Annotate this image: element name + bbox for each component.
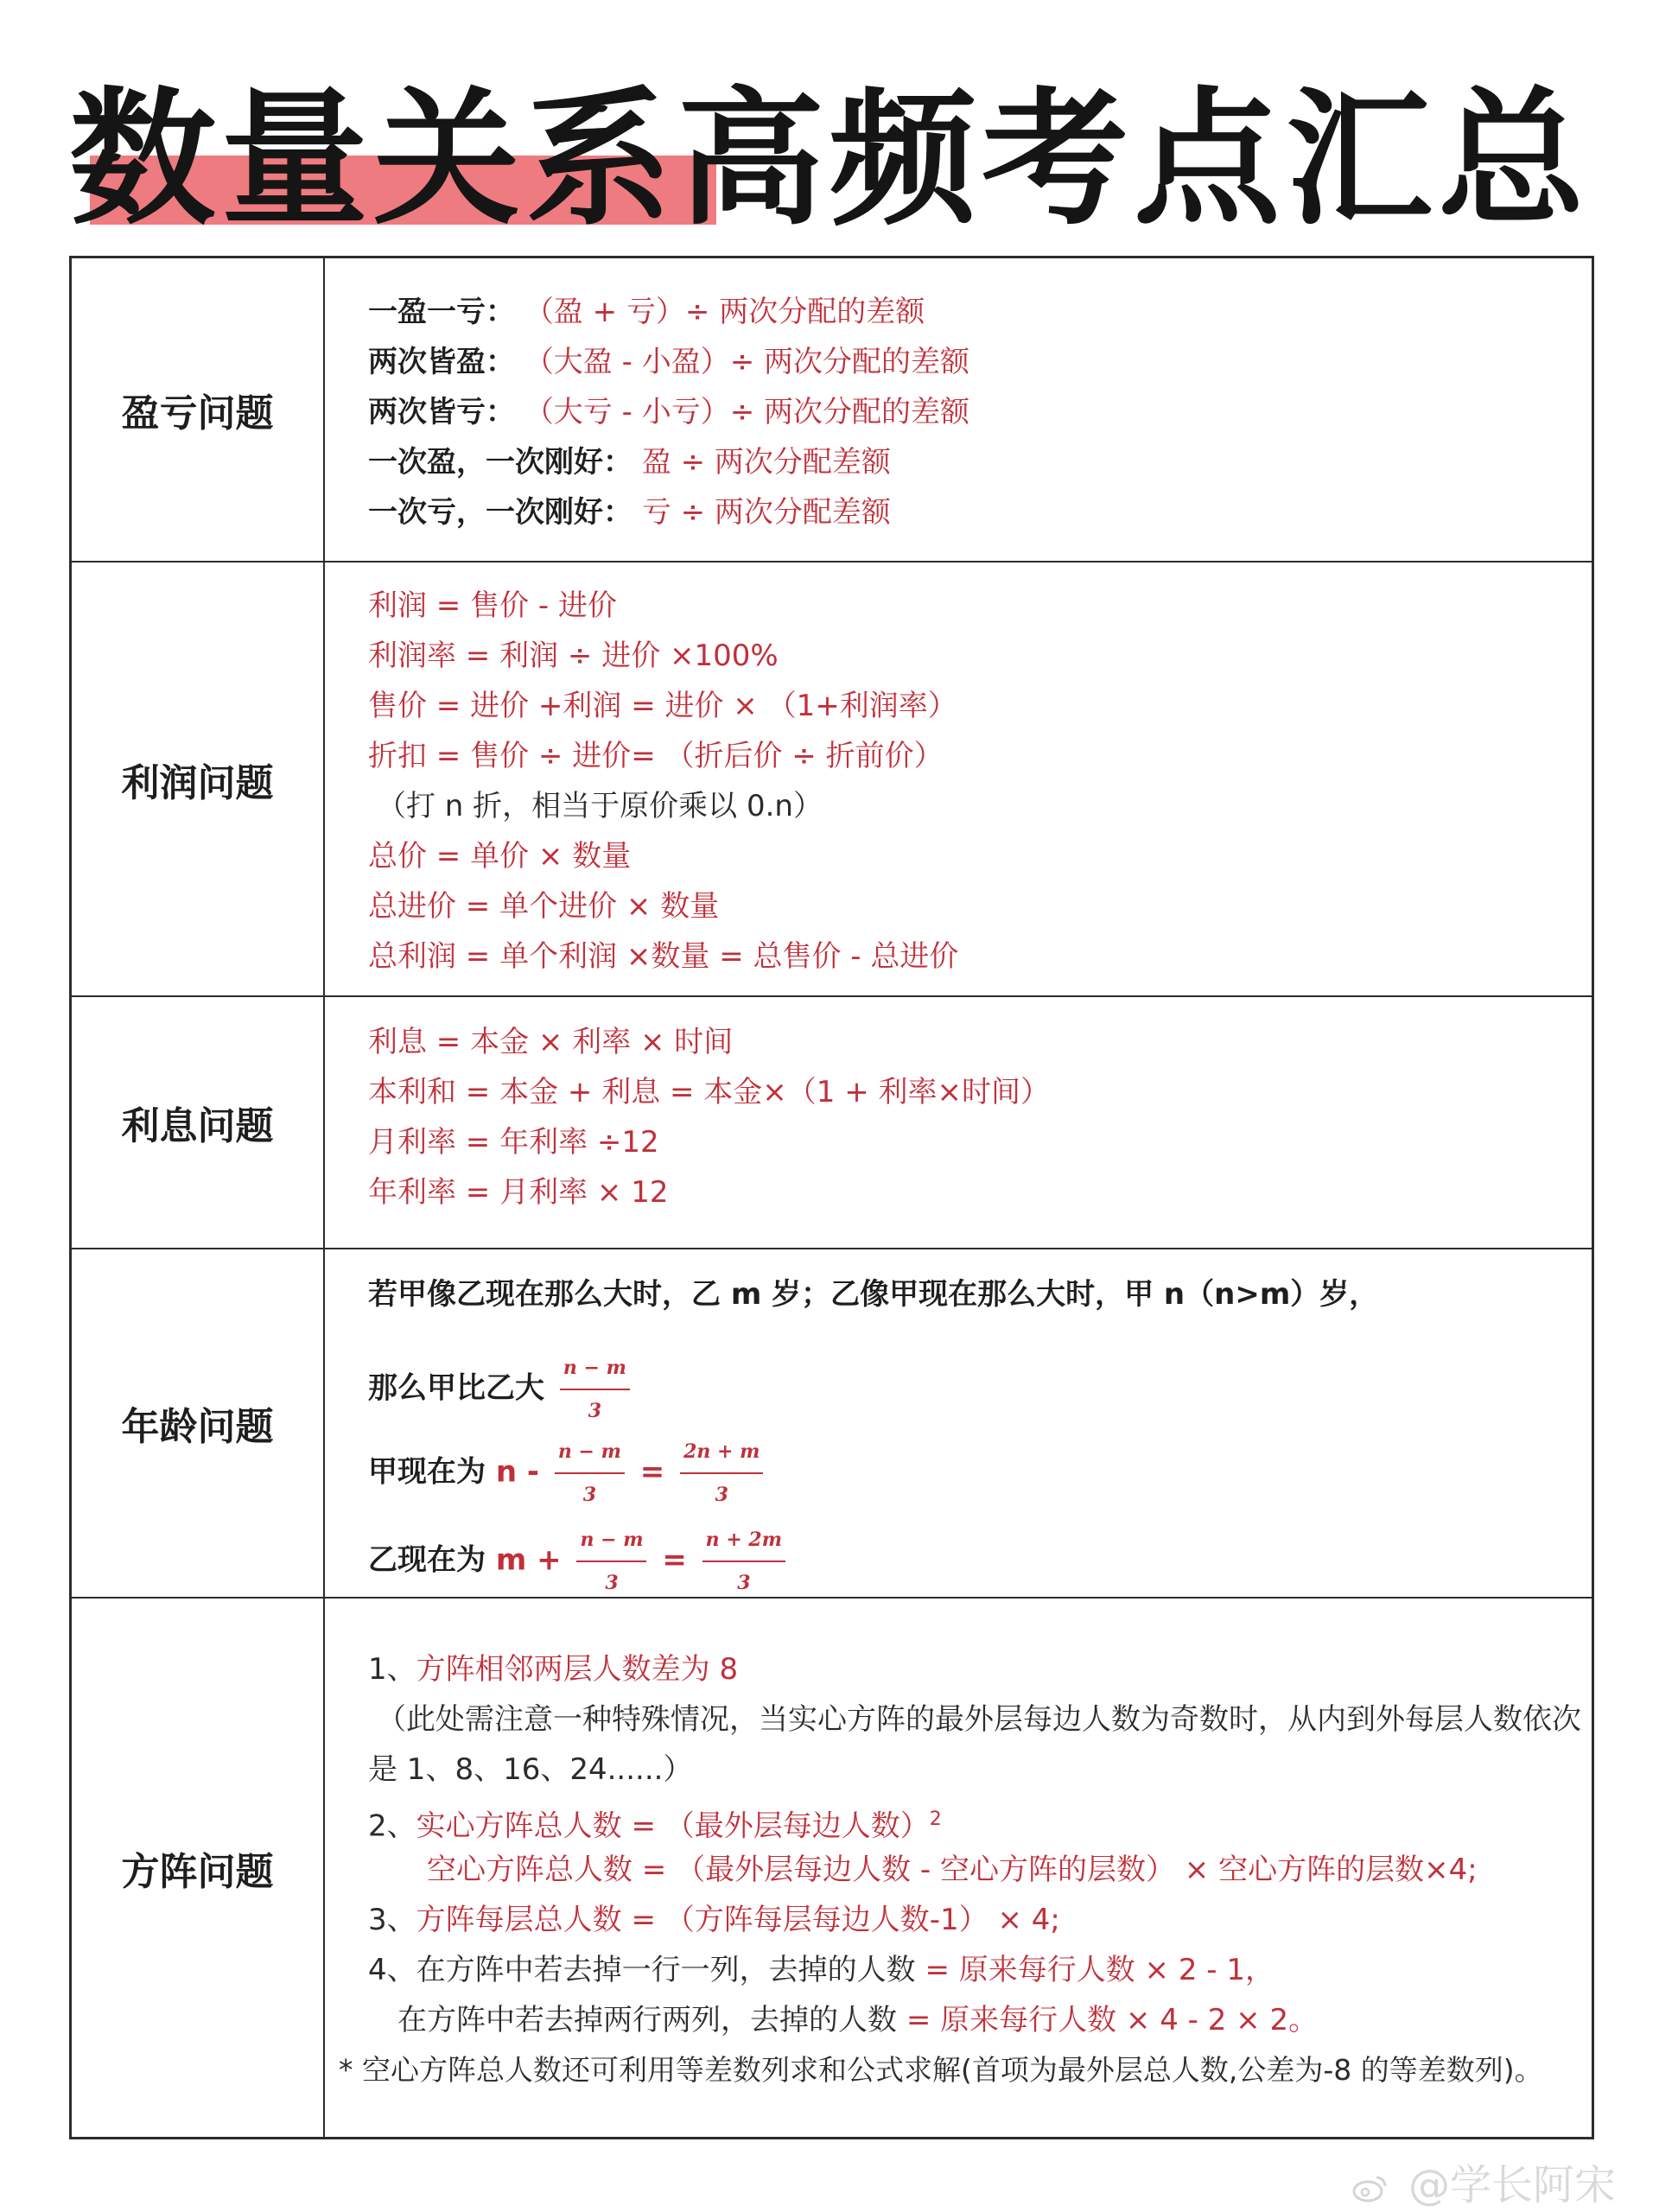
formula-line — [368, 293, 925, 331]
point-formula: = 原来每行人数 × 2 - 1， — [925, 1953, 1274, 1987]
age-difference-text: 那么甲比乙大 — [368, 1370, 544, 1406]
point-text: 方阵每层总人数 = （方阵每层每边人数-1） × 4; — [416, 1903, 1060, 1937]
formula-table — [69, 256, 1594, 2139]
section-label: 利息问题 — [121, 1104, 274, 1148]
formula-line: 利息 = 本金 × 利率 × 时间 — [368, 1025, 734, 1059]
fraction-2n-plus-m-over-3 — [680, 1433, 763, 1514]
formula-line: 月利率 = 年利率 ÷12 — [368, 1125, 659, 1160]
square-note-line: 是 1、8、16、24......） — [368, 1752, 693, 1787]
formula-text: 盈 ÷ 两次分配差额 — [641, 445, 891, 480]
point-index: 1、 — [368, 1652, 416, 1687]
row-square-array — [72, 1599, 1592, 2137]
formula-line — [368, 393, 969, 431]
fraction-denominator: 3 — [737, 1572, 751, 1594]
row-age — [72, 1249, 1592, 1599]
section-label: 方阵问题 — [121, 1849, 274, 1894]
square-point-2 — [368, 1801, 942, 1845]
equals-sign: = — [639, 1454, 665, 1490]
title-area — [0, 52, 1659, 251]
point-text: 方阵相邻两层人数差为 8 — [416, 1652, 739, 1687]
point-index: 2、 — [368, 1808, 416, 1844]
fraction-n-plus-2m-over-3 — [702, 1521, 785, 1602]
weibo-icon — [1351, 2172, 1389, 2203]
age-jia-expr: n - — [495, 1454, 539, 1490]
formula-line: 总价 = 单价 × 数量 — [368, 839, 632, 874]
formula-text: 亏 ÷ 两次分配差额 — [641, 495, 891, 530]
age-intro: 若甲像乙现在那么大时，乙 m 岁；乙像甲现在那么大时，甲 n（n>m）岁， — [368, 1277, 1379, 1312]
fraction-denominator: 3 — [605, 1572, 619, 1594]
formula-term: 一次盈，一次刚好： — [368, 445, 632, 480]
age-yi-text: 乙现在为 — [368, 1542, 486, 1578]
formula-text: （大盈 - 小盈）÷ 两次分配的差额 — [524, 345, 969, 379]
age-jia-text: 甲现在为 — [368, 1454, 486, 1490]
age-yi-expr: m + — [495, 1542, 562, 1578]
row-profit — [72, 563, 1592, 997]
square-footnote: * 空心方阵总人数还可利用等差数列求和公式求解(首项为最外层总人数,公差为-8 的等差数列)。 — [339, 2053, 1543, 2087]
formula-line: 年利率 = 月利率 × 12 — [368, 1175, 669, 1210]
formula-line: 折扣 = 售价 ÷ 进价= （折后价 ÷ 折前价） — [368, 739, 944, 773]
square-point-4 — [368, 1951, 1274, 1989]
fraction-numerator: n + 2m — [702, 1521, 785, 1562]
row-interest — [72, 997, 1592, 1249]
age-difference-line — [368, 1349, 635, 1430]
fraction-denominator: 3 — [582, 1484, 597, 1506]
page-title: 数量关系高频考点汇总 — [68, 74, 1590, 245]
formula-line — [368, 443, 891, 481]
point-index: 4、 — [368, 1953, 416, 1987]
formula-text: （大亏 - 小亏）÷ 两次分配的差额 — [524, 395, 969, 429]
section-label: 利润问题 — [121, 760, 274, 805]
equals-sign: = — [662, 1542, 687, 1578]
fraction-n-minus-m-over-3 — [560, 1349, 630, 1430]
formula-line: 本利和 = 本金 + 利息 = 本金×（1 + 利率×时间） — [368, 1075, 1051, 1109]
point-text: 实心方阵总人数 = （最外层每边人数） — [416, 1808, 930, 1844]
point-text: 在方阵中若去掉两行两列，去掉的人数 — [397, 2003, 897, 2037]
age-yi-line — [368, 1521, 791, 1602]
superscript: 2 — [929, 1808, 942, 1830]
formula-line: 利润 = 售价 - 进价 — [368, 588, 617, 623]
age-jia-line — [368, 1433, 768, 1514]
label-cell — [72, 258, 325, 561]
formula-text: （盈 + 亏）÷ 两次分配的差额 — [524, 295, 925, 329]
formula-term: 一盈一亏： — [368, 295, 515, 329]
label-cell — [72, 997, 325, 1248]
square-point-1 — [368, 1650, 738, 1688]
formula-line — [368, 343, 969, 381]
section-label: 年龄问题 — [121, 1405, 274, 1449]
fraction-n-minus-m-over-3 — [555, 1433, 625, 1514]
section-label: 盈亏问题 — [121, 391, 274, 435]
formula-term: 两次皆亏： — [368, 395, 515, 429]
watermark-text: @学长阿宋 — [1408, 2161, 1616, 2209]
square-point-4b — [397, 2001, 1318, 2039]
label-cell — [72, 563, 325, 995]
fraction-denominator: 3 — [588, 1400, 602, 1422]
row-profit-loss — [72, 258, 1592, 563]
formula-note: （打 n 折，相当于原价乘以 0.n） — [377, 789, 823, 823]
formula-line: 利润率 = 利润 ÷ 进价 ×100% — [368, 639, 779, 673]
square-point-2b: 空心方阵总人数 = （最外层每边人数 - 空心方阵的层数） × 空心方阵的层数×4; — [427, 1853, 1478, 1887]
square-point-3 — [368, 1901, 1060, 1939]
label-cell — [72, 1249, 325, 1597]
formula-line: 总进价 = 单个进价 × 数量 — [368, 889, 720, 924]
fraction-numerator: n − m — [560, 1349, 630, 1390]
fraction-n-minus-m-over-3 — [576, 1521, 646, 1602]
square-note-line: （此处需注意一种特殊情况，当实心方阵的最外层每边人数为奇数时，从内到外每层人数依次 — [377, 1702, 1581, 1737]
watermark — [1351, 2152, 1616, 2211]
formula-term: 两次皆盈： — [368, 345, 515, 379]
point-formula: = 原来每行人数 × 4 - 2 × 2。 — [906, 2003, 1319, 2037]
point-text: 在方阵中若去掉一行一列，去掉的人数 — [416, 1953, 916, 1987]
formula-line: 售价 = 进价 +利润 = 进价 × （1+利润率） — [368, 689, 957, 723]
formula-line — [368, 493, 891, 531]
formula-term: 一次亏，一次刚好： — [368, 495, 632, 530]
formula-line: 总利润 = 单个利润 ×数量 = 总售价 - 总进价 — [368, 939, 959, 974]
point-index: 3、 — [368, 1903, 416, 1937]
label-cell — [72, 1599, 325, 2137]
fraction-numerator: n − m — [555, 1433, 625, 1474]
fraction-numerator: 2n + m — [680, 1433, 763, 1474]
fraction-numerator: n − m — [576, 1521, 646, 1562]
fraction-denominator: 3 — [715, 1484, 728, 1506]
